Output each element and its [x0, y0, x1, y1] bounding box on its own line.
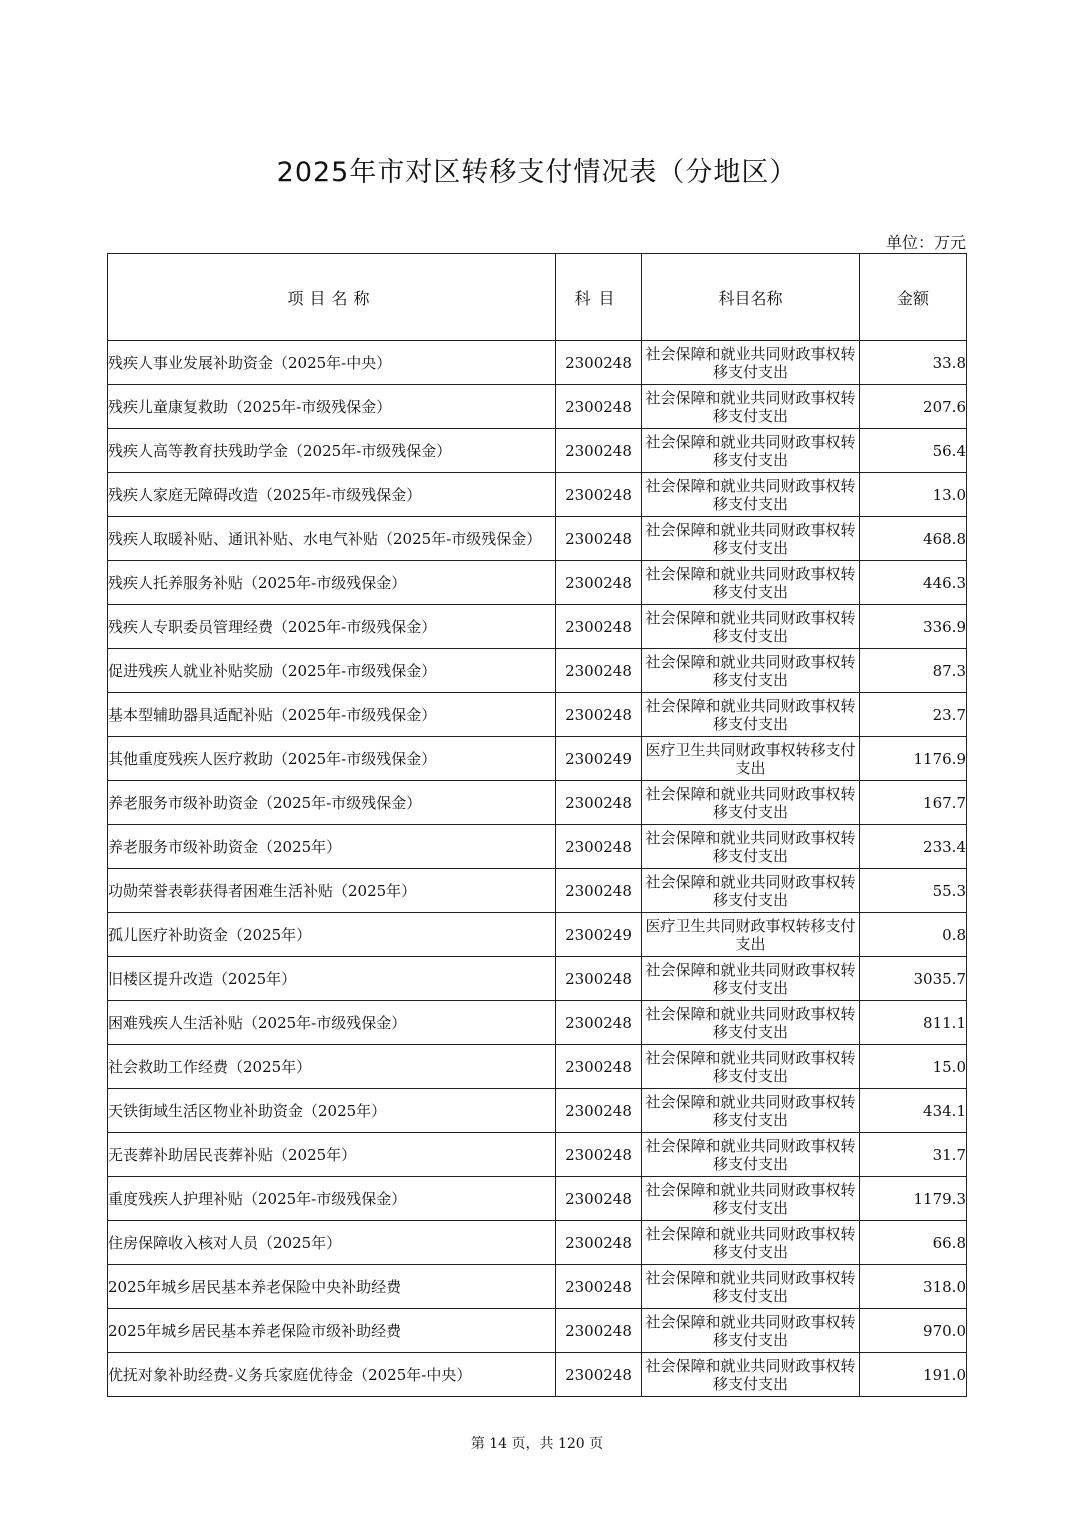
- subject-code-cell: 2300248: [556, 561, 642, 605]
- subject-name-cell: 社会保障和就业共同财政事权转移支付支出: [642, 385, 860, 429]
- amount-cell: 970.0: [860, 1309, 967, 1353]
- project-name-cell: 无丧葬补助居民丧葬补贴（2025年）: [108, 1133, 556, 1177]
- table-row: [108, 1001, 967, 1045]
- table-row: [108, 737, 967, 781]
- project-name-cell: 促进残疾人就业补贴奖励（2025年-市级残保金）: [108, 649, 556, 693]
- amount-cell: 87.3: [860, 649, 967, 693]
- project-name-cell: 残疾人托养服务补贴（2025年-市级残保金）: [108, 561, 556, 605]
- subject-code-cell: 2300248: [556, 1265, 642, 1309]
- subject-code-cell: 2300248: [556, 1177, 642, 1221]
- project-name-cell: 住房保障收入核对人员（2025年）: [108, 1221, 556, 1265]
- unit-label: 单位：万元: [885, 233, 966, 252]
- amount-cell: 3035.7: [860, 957, 967, 1001]
- amount-cell: 1176.9: [860, 737, 967, 781]
- project-name-cell: 2025年城乡居民基本养老保险市级补助经费: [108, 1309, 556, 1353]
- project-name-cell: 养老服务市级补助资金（2025年-市级残保金）: [108, 781, 556, 825]
- subject-name-cell: 社会保障和就业共同财政事权转移支付支出: [642, 1221, 860, 1265]
- subject-name-cell: 社会保障和就业共同财政事权转移支付支出: [642, 825, 860, 869]
- subject-code-cell: 2300249: [556, 737, 642, 781]
- project-name-cell: 基本型辅助器具适配补贴（2025年-市级残保金）: [108, 693, 556, 737]
- subject-name-cell: 社会保障和就业共同财政事权转移支付支出: [642, 781, 860, 825]
- subject-name-cell: 社会保障和就业共同财政事权转移支付支出: [642, 605, 860, 649]
- header-amount: 金额: [860, 254, 967, 341]
- subject-name-cell: 社会保障和就业共同财政事权转移支付支出: [642, 693, 860, 737]
- project-name-cell: 残疾人专职委员管理经费（2025年-市级残保金）: [108, 605, 556, 649]
- table-row: [108, 913, 967, 957]
- amount-cell: 318.0: [860, 1265, 967, 1309]
- subject-name-cell: 社会保障和就业共同财政事权转移支付支出: [642, 561, 860, 605]
- subject-code-cell: 2300248: [556, 1001, 642, 1045]
- table-row: [108, 1045, 967, 1089]
- subject-code-cell: 2300248: [556, 693, 642, 737]
- project-name-cell: 2025年城乡居民基本养老保险中央补助经费: [108, 1265, 556, 1309]
- project-name-cell: 孤儿医疗补助资金（2025年）: [108, 913, 556, 957]
- table-row: [108, 517, 967, 561]
- table-body: [108, 341, 967, 1397]
- table-row: [108, 473, 967, 517]
- project-name-cell: 残疾人高等教育扶残助学金（2025年-市级残保金）: [108, 429, 556, 473]
- project-name-cell: 天铁街域生活区物业补助资金（2025年）: [108, 1089, 556, 1133]
- amount-cell: 1179.3: [860, 1177, 967, 1221]
- subject-code-cell: 2300248: [556, 1221, 642, 1265]
- amount-cell: 31.7: [860, 1133, 967, 1177]
- project-name-cell: 功勋荣誉表彰获得者困难生活补贴（2025年）: [108, 869, 556, 913]
- table-row: [108, 869, 967, 913]
- project-name-cell: 残疾人事业发展补助资金（2025年-中央）: [108, 341, 556, 385]
- subject-code-cell: 2300248: [556, 825, 642, 869]
- amount-cell: 33.8: [860, 341, 967, 385]
- amount-cell: 336.9: [860, 605, 967, 649]
- subject-code-cell: 2300248: [556, 605, 642, 649]
- project-name-cell: 养老服务市级补助资金（2025年）: [108, 825, 556, 869]
- table-row: [108, 1265, 967, 1309]
- subject-code-cell: 2300248: [556, 341, 642, 385]
- subject-code-cell: 2300248: [556, 429, 642, 473]
- subject-code-cell: 2300249: [556, 913, 642, 957]
- amount-cell: 468.8: [860, 517, 967, 561]
- table-row: [108, 693, 967, 737]
- project-name-cell: 重度残疾人护理补贴（2025年-市级残保金）: [108, 1177, 556, 1221]
- subject-code-cell: 2300248: [556, 385, 642, 429]
- project-name-cell: 残疾人家庭无障碍改造（2025年-市级残保金）: [108, 473, 556, 517]
- subject-name-cell: 社会保障和就业共同财政事权转移支付支出: [642, 1089, 860, 1133]
- subject-name-cell: 社会保障和就业共同财政事权转移支付支出: [642, 1353, 860, 1397]
- table-row: [108, 341, 967, 385]
- subject-name-cell: 社会保障和就业共同财政事权转移支付支出: [642, 1133, 860, 1177]
- project-name-cell: 旧楼区提升改造（2025年）: [108, 957, 556, 1001]
- project-name-cell: 社会救助工作经费（2025年）: [108, 1045, 556, 1089]
- table-row: [108, 1133, 967, 1177]
- subject-code-cell: 2300248: [556, 1309, 642, 1353]
- subject-name-cell: 社会保障和就业共同财政事权转移支付支出: [642, 473, 860, 517]
- subject-code-cell: 2300248: [556, 781, 642, 825]
- table-header-row: [108, 254, 967, 341]
- subject-code-cell: 2300248: [556, 869, 642, 913]
- subject-name-cell: 社会保障和就业共同财政事权转移支付支出: [642, 1045, 860, 1089]
- amount-cell: 13.0: [860, 473, 967, 517]
- subject-name-cell: 社会保障和就业共同财政事权转移支付支出: [642, 957, 860, 1001]
- table-row: [108, 1221, 967, 1265]
- amount-cell: 434.1: [860, 1089, 967, 1133]
- subject-code-cell: 2300248: [556, 1089, 642, 1133]
- subject-code-cell: 2300248: [556, 649, 642, 693]
- amount-cell: 167.7: [860, 781, 967, 825]
- project-name-cell: 残疾儿童康复救助（2025年-市级残保金）: [108, 385, 556, 429]
- transfer-payment-table: [107, 253, 967, 1397]
- subject-code-cell: 2300248: [556, 1133, 642, 1177]
- table-row: [108, 1089, 967, 1133]
- amount-cell: 15.0: [860, 1045, 967, 1089]
- subject-name-cell: 医疗卫生共同财政事权转移支付支出: [642, 737, 860, 781]
- subject-code-cell: 2300248: [556, 517, 642, 561]
- header-project-name: 项目名称: [108, 254, 556, 341]
- page-number: 第 14 页，共 120 页: [470, 1436, 604, 1452]
- table-row: [108, 649, 967, 693]
- header-subject-name: 科目名称: [642, 254, 860, 341]
- amount-cell: 55.3: [860, 869, 967, 913]
- subject-name-cell: 社会保障和就业共同财政事权转移支付支出: [642, 1265, 860, 1309]
- subject-code-cell: 2300248: [556, 473, 642, 517]
- table-row: [108, 957, 967, 1001]
- amount-cell: 207.6: [860, 385, 967, 429]
- amount-cell: 23.7: [860, 693, 967, 737]
- subject-name-cell: 社会保障和就业共同财政事权转移支付支出: [642, 869, 860, 913]
- amount-cell: 66.8: [860, 1221, 967, 1265]
- table-row: [108, 605, 967, 649]
- table-row: [108, 1309, 967, 1353]
- page-title: 2025年市对区转移支付情况表（分地区）: [276, 157, 798, 188]
- table-row: [108, 825, 967, 869]
- amount-cell: 233.4: [860, 825, 967, 869]
- subject-name-cell: 社会保障和就业共同财政事权转移支付支出: [642, 1001, 860, 1045]
- amount-cell: 446.3: [860, 561, 967, 605]
- project-name-cell: 残疾人取暖补贴、通讯补贴、水电气补贴（2025年-市级残保金）: [108, 517, 556, 561]
- table-row: [108, 1177, 967, 1221]
- project-name-cell: 其他重度残疾人医疗救助（2025年-市级残保金）: [108, 737, 556, 781]
- subject-name-cell: 社会保障和就业共同财政事权转移支付支出: [642, 341, 860, 385]
- table-row: [108, 561, 967, 605]
- subject-code-cell: 2300248: [556, 1353, 642, 1397]
- subject-name-cell: 社会保障和就业共同财政事权转移支付支出: [642, 649, 860, 693]
- header-subject-code: 科目: [556, 254, 642, 341]
- subject-name-cell: 社会保障和就业共同财政事权转移支付支出: [642, 429, 860, 473]
- table-row: [108, 429, 967, 473]
- table-row: [108, 1353, 967, 1397]
- amount-cell: 0.8: [860, 913, 967, 957]
- subject-name-cell: 社会保障和就业共同财政事权转移支付支出: [642, 1177, 860, 1221]
- amount-cell: 811.1: [860, 1001, 967, 1045]
- amount-cell: 191.0: [860, 1353, 967, 1397]
- subject-name-cell: 社会保障和就业共同财政事权转移支付支出: [642, 1309, 860, 1353]
- project-name-cell: 优抚对象补助经费-义务兵家庭优待金（2025年-中央）: [108, 1353, 556, 1397]
- table-row: [108, 781, 967, 825]
- subject-name-cell: 医疗卫生共同财政事权转移支付支出: [642, 913, 860, 957]
- subject-code-cell: 2300248: [556, 957, 642, 1001]
- subject-code-cell: 2300248: [556, 1045, 642, 1089]
- project-name-cell: 困难残疾人生活补贴（2025年-市级残保金）: [108, 1001, 556, 1045]
- amount-cell: 56.4: [860, 429, 967, 473]
- table-row: [108, 385, 967, 429]
- subject-name-cell: 社会保障和就业共同财政事权转移支付支出: [642, 517, 860, 561]
